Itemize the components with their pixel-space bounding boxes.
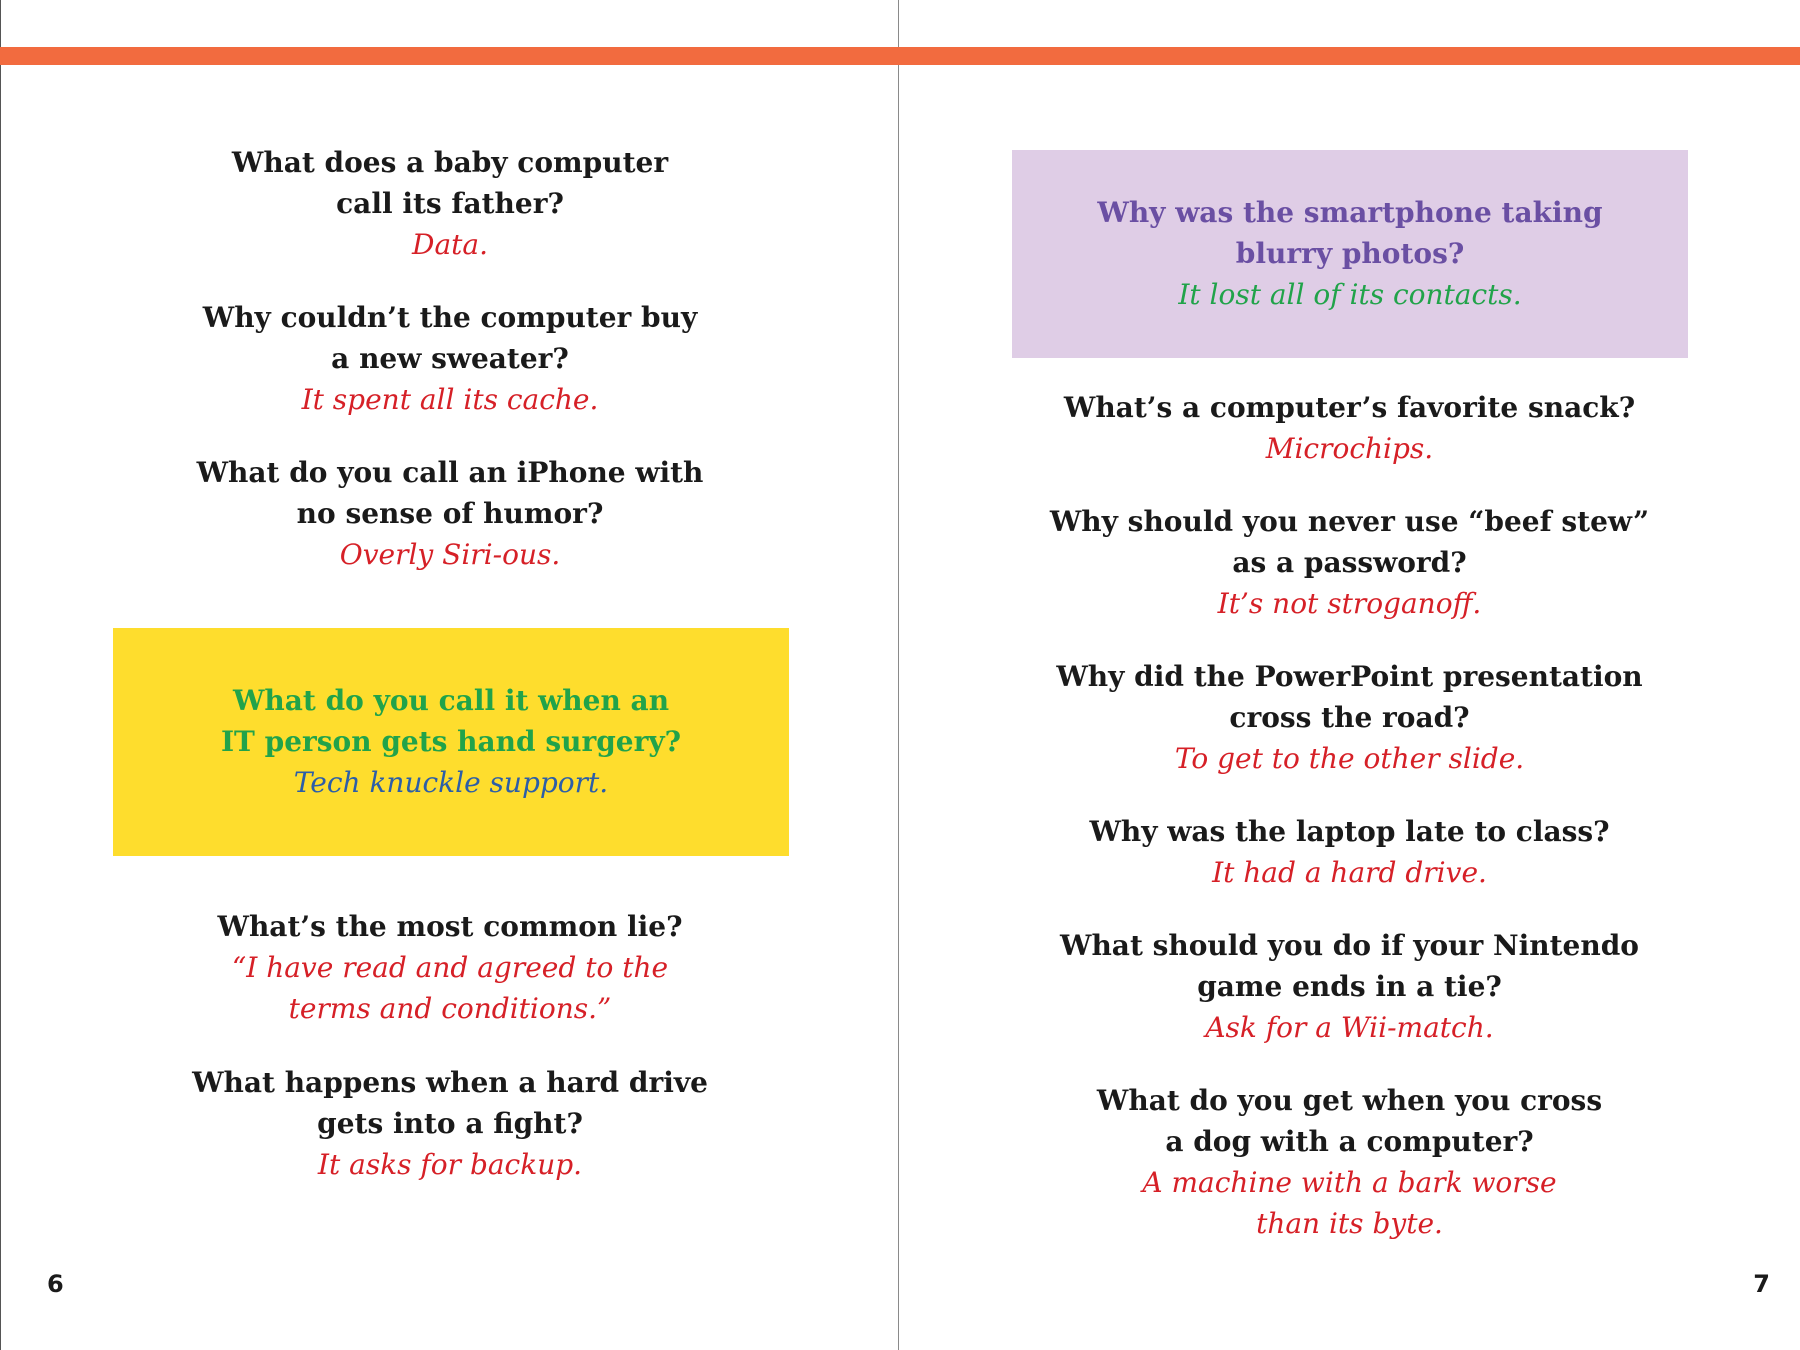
joke-question: What do you call an iPhone with no sense of humor?	[196, 456, 704, 530]
joke-answer: It spent all its cache.	[301, 383, 599, 416]
joke-9	[899, 811, 1800, 893]
joke-answer: A machine with a bark worse than its byte.	[1142, 1166, 1557, 1240]
joke-question: Why was the smartphone taking blurry photos?	[1097, 196, 1603, 270]
joke-question: What do you get when you cross a dog with a computer?	[1096, 1084, 1603, 1158]
joke-2	[1, 297, 899, 420]
joke-question: Why couldn’t the computer buy a new sweater?	[202, 301, 698, 375]
joke-answer: It asks for backup.	[317, 1148, 583, 1181]
joke-answer: Microchips.	[1265, 432, 1434, 465]
joke-question: What’s a computer’s favorite snack?	[1063, 391, 1636, 424]
joke-question: What does a baby computer call its father?	[231, 146, 669, 220]
joke-question: What do you call it when an IT person gets hand surgery?	[220, 684, 682, 758]
joke-6	[899, 387, 1800, 469]
joke-answer: It lost all of its contacts.	[1178, 278, 1522, 311]
joke-answer: To get to the other slide.	[1174, 742, 1525, 775]
highlight-box-lavender	[1012, 150, 1688, 358]
joke-11	[899, 1080, 1800, 1244]
joke-1	[1, 142, 899, 265]
page-number: 7	[1753, 1270, 1770, 1298]
joke-question: Why was the laptop late to class?	[1089, 815, 1610, 848]
highlight-joke	[113, 680, 789, 803]
right-page	[899, 0, 1800, 1350]
joke-question: Why did the PowerPoint presentation cross the road?	[1056, 660, 1643, 734]
left-page	[0, 0, 898, 1350]
joke-answer: Ask for a Wii-match.	[1205, 1011, 1494, 1044]
joke-question: What’s the most common lie?	[217, 910, 683, 943]
joke-10	[899, 925, 1800, 1048]
joke-5	[1, 1062, 899, 1185]
joke-question: What happens when a hard drive gets into a fight?	[192, 1066, 708, 1140]
joke-answer: It’s not stroganoff.	[1217, 587, 1482, 620]
joke-answer: Tech knuckle support.	[293, 766, 609, 799]
joke-answer: “I have read and agreed to the terms and conditions.”	[231, 951, 669, 1025]
highlight-box-yellow	[113, 628, 789, 856]
joke-answer: Data.	[412, 228, 488, 261]
joke-answer: It had a hard drive.	[1212, 856, 1487, 889]
joke-7	[899, 501, 1800, 624]
joke-8	[899, 656, 1800, 779]
joke-question: What should you do if your Nintendo game ends in a tie?	[1060, 929, 1639, 1003]
joke-4	[1, 906, 899, 1029]
page-number: 6	[47, 1270, 64, 1298]
joke-answer: Overly Siri-ous.	[339, 538, 561, 571]
orange-header-bar	[0, 47, 1800, 65]
highlight-joke	[1012, 192, 1688, 315]
joke-3	[1, 452, 899, 575]
joke-question: Why should you never use “beef stew” as a password?	[1049, 505, 1650, 579]
